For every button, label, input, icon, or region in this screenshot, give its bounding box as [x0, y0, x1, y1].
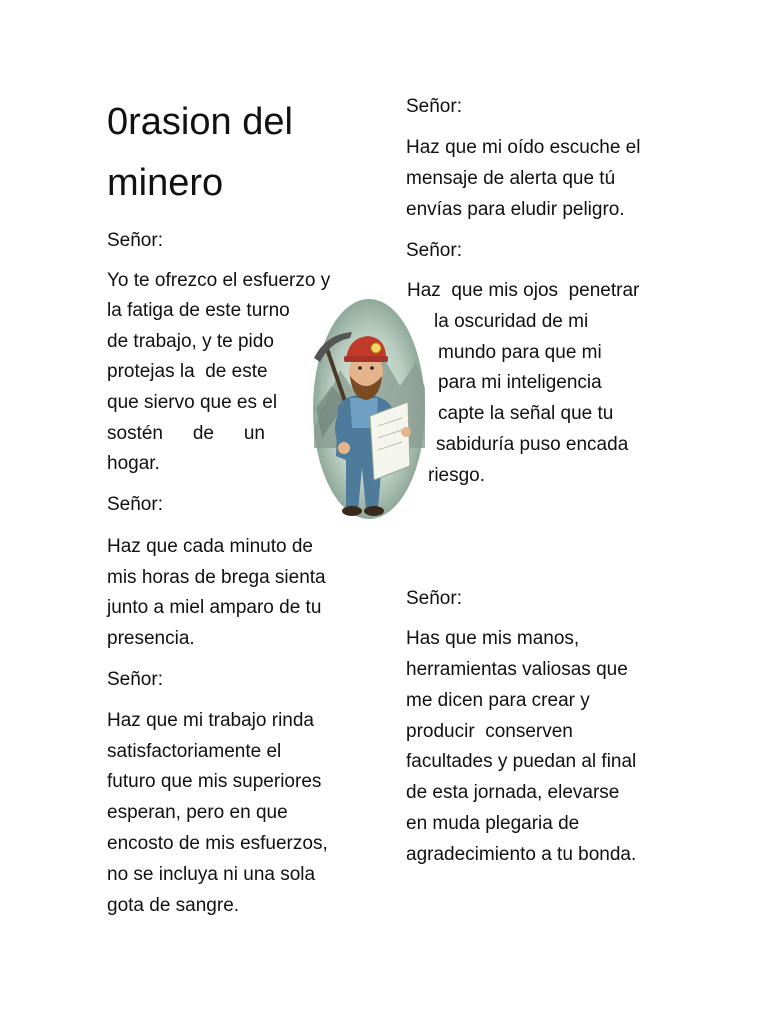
- right-para2-line: para mi inteligencia: [438, 372, 602, 393]
- page-title-line-1: 0rasion del: [107, 101, 293, 143]
- left-para3-line: encosto de mis esfuerzos,: [107, 833, 328, 854]
- left-para1-line: la fatiga de este turno: [107, 300, 290, 321]
- left-para2-line: junto a miel amparo de tu: [107, 597, 322, 618]
- page-title-line-2: minero: [107, 162, 224, 204]
- right-para2-line: sabiduría puso encada: [436, 434, 629, 455]
- right-para3-line: me dicen para crear y: [406, 690, 590, 711]
- right-para2-line: la oscuridad de mi: [434, 311, 589, 332]
- right-senor-heading-1: Señor:: [406, 96, 462, 117]
- left-para2-line: presencia.: [107, 628, 195, 649]
- left-para1-word: un: [243, 423, 265, 444]
- right-para2-line: riesgo.: [428, 465, 486, 486]
- right-para3-line: de esta jornada, elevarse: [406, 782, 620, 803]
- right-para2-line: Haz que mis ojos penetrar: [407, 280, 640, 301]
- right-para3-line: herramientas valiosas que: [406, 659, 628, 680]
- left-para1-line: protejas la de este: [107, 361, 268, 382]
- left-para3-line: Haz que mi trabajo rinda: [107, 710, 314, 731]
- left-senor-heading-2: Señor:: [107, 494, 163, 515]
- left-senor-heading-3: Señor:: [107, 669, 163, 690]
- right-para1-line: envías para eludir peligro.: [406, 199, 625, 220]
- left-para1-line: Yo te ofrezco el esfuerzo y: [107, 270, 331, 291]
- left-para1-line: hogar.: [107, 453, 160, 474]
- left-para1-word: sostén: [107, 423, 163, 444]
- left-para2-line: mis horas de brega sienta: [107, 567, 326, 588]
- left-para3-line: esperan, pero en que: [107, 802, 288, 823]
- right-para1-line: mensaje de alerta que tú: [406, 168, 616, 189]
- left-senor-heading-1: Señor:: [107, 230, 163, 251]
- left-para1-word: de: [192, 423, 214, 444]
- left-para3-line: no se incluya ni una sola: [107, 864, 316, 885]
- miner-with-pickaxe-icon: [312, 298, 426, 520]
- right-senor-heading-3: Señor:: [406, 588, 462, 609]
- right-para3-line: en muda plegaria de: [406, 813, 580, 834]
- right-para3-line: producir conserven: [406, 721, 573, 742]
- left-para1-line: que siervo que es el: [107, 392, 278, 413]
- left-para3-line: futuro que mis superiores: [107, 771, 322, 792]
- left-para1-line: de trabajo, y te pido: [107, 331, 274, 352]
- right-para1-line: Haz que mi oído escuche el: [406, 137, 641, 158]
- right-para2-line: mundo para que mi: [438, 342, 602, 363]
- left-para3-line: gota de sangre.: [107, 895, 240, 916]
- right-senor-heading-2: Señor:: [406, 240, 462, 261]
- right-para3-line: Has que mis manos,: [406, 628, 580, 649]
- right-para2-line: capte la señal que tu: [438, 403, 614, 424]
- left-para1-justified-line: [107, 423, 265, 445]
- left-para2-line: Haz que cada minuto de: [107, 536, 313, 557]
- right-para3-line: facultades y puedan al final: [406, 751, 637, 772]
- left-para3-line: satisfactoriamente el: [107, 741, 282, 762]
- right-para3-line: agradecimiento a tu bonda.: [406, 844, 637, 865]
